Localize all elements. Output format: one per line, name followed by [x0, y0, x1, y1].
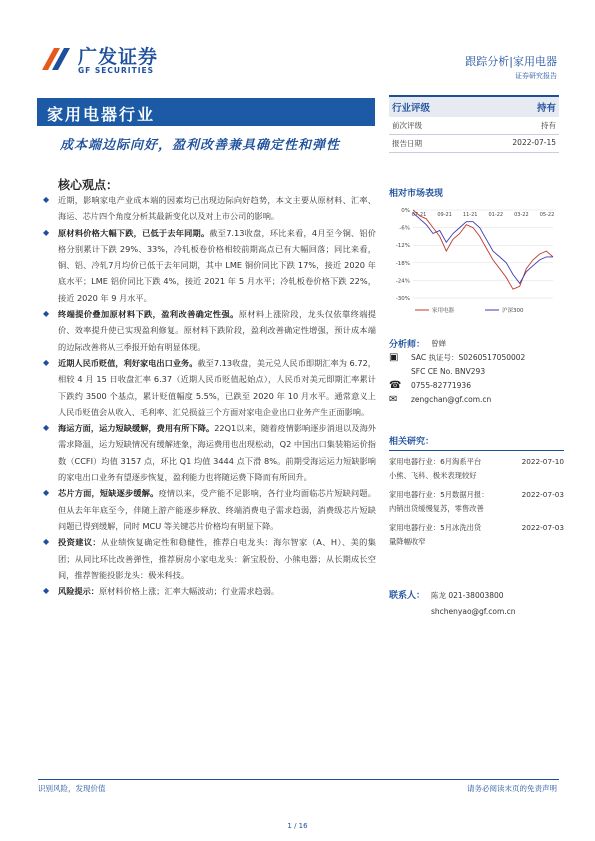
related-item-title[interactable]: 家用电器行业：5月数据月报：: [389, 490, 489, 499]
x-tick-label: 05-22: [539, 212, 555, 218]
related-item[interactable]: [389, 488, 564, 502]
bullet-item: [38, 192, 376, 225]
analyst-label: 分析师：: [389, 339, 426, 350]
bullet-text: 截至7.13收盘，环比来看，4月至今铜、铝价格分别累计下跌 29%、33%，冷轧板卷价格相较前期高点已有大幅回落；同比来看，铜、铝、冷轧7月均价已低于去年同期，其中 LME 铜价同比下跌 17%，接近 2020 年底水平；LME 铝价同比下跌 4%，接近 2021 年 5 月水平；冷轧板卷价格下跌 22%，接近 2020 年 9 月水平。: [58, 227, 376, 303]
bullet-diamond-icon: ◆: [43, 537, 50, 547]
bullet-diamond-icon: ◆: [43, 227, 50, 237]
contact-row: [389, 588, 564, 604]
page-number: 1 / 16: [287, 822, 308, 830]
analyst-sac: SAC 执证号：S0260517050002: [411, 352, 526, 362]
header-report-type: 证券研究报告: [515, 72, 557, 80]
x-tick-label: 07-21: [411, 212, 427, 218]
report-date-label: 报告日期: [392, 139, 422, 148]
contact-name-phone: 陈龙 021-38003800: [431, 591, 504, 600]
bullet-text: 原材料上涨阶段，龙头仅依靠终端提价、效率提升使已实现盈利修复。原材料下跌阶段，盈利改善确定性增强，预计成本端的边际改善将从三季报开始有明显体现。: [58, 309, 376, 352]
footer-divider: [38, 779, 559, 780]
y-tick-label: -24%: [395, 278, 410, 285]
bullet-item: [38, 534, 376, 583]
brand-name-cn: 广发证券: [78, 46, 159, 68]
prev-rating-value: 持有: [541, 121, 556, 130]
analyst-phone: 0755-82771936: [411, 380, 471, 390]
related-item-subtitle: 内销出货缓慢复苏，零售改善: [389, 504, 484, 513]
related-item-title[interactable]: 家用电器行业：6月淘系平台: [389, 457, 482, 466]
y-tick-label: -12%: [395, 243, 410, 250]
bullet-lead: 风险提示：: [58, 586, 99, 597]
y-tick-label: -18%: [395, 260, 410, 267]
related-item-date: 2022-07-03: [521, 490, 564, 499]
analyst-sac-row: [389, 350, 564, 364]
contact-email-row: [389, 604, 564, 620]
contact-email[interactable]: shchenyao@gf.com.cn: [431, 607, 516, 616]
analyst-email-row: [389, 392, 564, 406]
report-date-value: 2022-07-15: [512, 138, 556, 147]
prev-rating-label: 前次评级: [392, 121, 422, 130]
bullet-text: 近期，影响家电产业成本端的因素均已出现边际向好趋势，本文主要从原材料、汇率、海运、芯片四个角度分析其最新变化以及对上市公司的影响。: [58, 195, 376, 222]
related-item-date: 2022-07-03: [521, 523, 564, 532]
bullet-item: [38, 306, 376, 355]
related-research: [389, 434, 564, 554]
contact-label: 联系人：: [389, 591, 426, 601]
bullet-item: [38, 583, 376, 599]
related-item[interactable]: [389, 455, 564, 469]
bullet-text: 截至7.13收盘，美元兑人民币即期汇率为 6.72，相较 4 月 15 日收盘汇率 6.37（近期人民币贬值起始点），人民币对美元即期汇率累计下跌约 3500 个基点，累计贬值幅度 5.5%，已跌至 2020 年 10 月水平。通常意义上人民币贬值会从收入、毛利率、汇兑损益三个方面对家电企业出口业务产生正面影响。: [58, 357, 376, 417]
y-tick-label: -6%: [399, 225, 410, 232]
report-date-row: [389, 135, 559, 153]
series-line-0: [413, 210, 553, 289]
y-tick-label: -30%: [395, 296, 410, 302]
analyst-name-row: [389, 336, 564, 350]
legend-label: 家用电器: [432, 308, 455, 314]
bullet-lead: 原材料价格大幅下跌，已低于去年同期。: [58, 227, 210, 238]
analyst-name: 曾婵: [431, 338, 446, 348]
related-item-title[interactable]: 家用电器行业：5月冰洗出货: [389, 523, 482, 532]
bullet-lead: 近期人民币贬值，利好家电出口业务。: [58, 357, 198, 368]
related-item-subtitle: 量降幅收窄: [389, 537, 426, 546]
bullet-lead: 海运方面，运力短缺缓解，费用有所下降。: [58, 423, 215, 434]
bullet-item: [38, 420, 376, 485]
bullet-item: [38, 355, 376, 420]
x-tick-label: 03-22: [514, 212, 529, 218]
header-category: 跟踪分析|家用电器: [465, 55, 557, 68]
legend-label: 沪深300: [502, 308, 524, 314]
bullet-diamond-icon: ◆: [43, 488, 50, 498]
bullet-diamond-icon: ◆: [43, 357, 50, 367]
related-item-subtitle: 小熊、飞科、极米表现较好: [389, 471, 477, 480]
bullet-list: [38, 192, 376, 599]
bullet-item: [38, 485, 376, 534]
y-tick-label: 0%: [401, 208, 410, 214]
analyst-block: [389, 336, 564, 406]
bullet-diamond-icon: ◆: [43, 309, 50, 319]
analyst-phone-row: [389, 378, 564, 392]
related-item[interactable]: [389, 521, 564, 535]
contact-block: [389, 588, 564, 620]
footer-disclaimer: 请务必阅读末页的免责声明: [467, 784, 557, 793]
analyst-sfc-row: [389, 364, 564, 378]
chart-title: 相对市场表现: [389, 189, 444, 199]
analyst-email[interactable]: zengchan@gf.com.cn: [411, 394, 492, 404]
related-item-date: 2022-07-10: [521, 457, 564, 466]
chart-svg: [389, 202, 561, 324]
bullet-diamond-icon: ◆: [43, 423, 50, 433]
rating-header-row: [389, 95, 559, 117]
x-tick-label: 09-21: [437, 212, 452, 218]
rating-value: 持有: [536, 103, 556, 114]
bullet-lead: 芯片方面，短缺逐步缓解。: [58, 488, 159, 499]
footer-slogan: 识别风险，发现价值: [38, 784, 106, 793]
bullet-text: 原材料价格上涨；汇率大幅波动；行业需求趋弱。: [98, 586, 280, 597]
x-tick-label: 01-22: [488, 212, 504, 218]
bullet-text: 22Q1以来，随着疫情影响逐步消退以及海外需求降温，运力短缺情况有缓解迹象，海运费用也出现松动，Q2 中国出口集装箱运价指数（CCFI）均值 3157 点，环比 Q1 均值 3444 点下滑 8%。前期受海运运力短缺影响的家电出口业务有望逐步恢复，盈利能力也将随运费下降而有所回升。: [58, 423, 376, 483]
email-icon: ✉: [389, 393, 398, 405]
core-view-heading: 核心观点：: [58, 178, 119, 192]
analyst-sfc: SFC CE No. BNV293: [411, 366, 486, 376]
x-tick-label: 11-21: [462, 212, 478, 218]
bullet-text: 疫情以来，受产能不足影响，各行业均面临芯片短缺问题。但从去年年底至今，伴随上游产能逐步释放、终端消费电子需求趋弱，消费级芯片短缺问题已得到缓解，同时 MCU 等关键芯片价格均有明显下降。: [58, 488, 376, 531]
bullet-text: 从业绩恢复确定性和稳健性，推荐白电龙头：海尔智家（A、H）、美的集团；从同比环比改善弹性，推荐厨房小家电龙头：新宝股份、小熊电器；从长期成长空间，推荐智能投影龙头：极米科技。: [58, 537, 376, 580]
bullet-lead: 投资建议：: [58, 537, 102, 548]
relative-market-chart: [389, 186, 561, 314]
bullet-diamond-icon: ◆: [43, 195, 50, 204]
prev-rating-row: [389, 117, 559, 135]
industry-title-bar: 家用电器行业: [37, 98, 375, 126]
rating-table: [389, 95, 559, 153]
report-subtitle: 成本端边际向好，盈利改善兼具确定性和弹性: [60, 138, 341, 153]
series-line-1: [413, 213, 553, 283]
id-card-icon: ▣: [389, 351, 399, 363]
gf-logo-icon: [38, 44, 74, 74]
phone-icon: ☎: [389, 379, 402, 391]
bullet-item: [38, 225, 376, 306]
brand-name-en: GF SECURITIES: [78, 66, 155, 75]
bullet-lead: 终端提价叠加原材料下跌，盈利改善确定性强。: [58, 309, 239, 320]
bullet-diamond-icon: ◆: [43, 586, 50, 596]
rating-label: 行业评级: [392, 103, 431, 114]
related-title: 相关研究：: [389, 437, 435, 447]
